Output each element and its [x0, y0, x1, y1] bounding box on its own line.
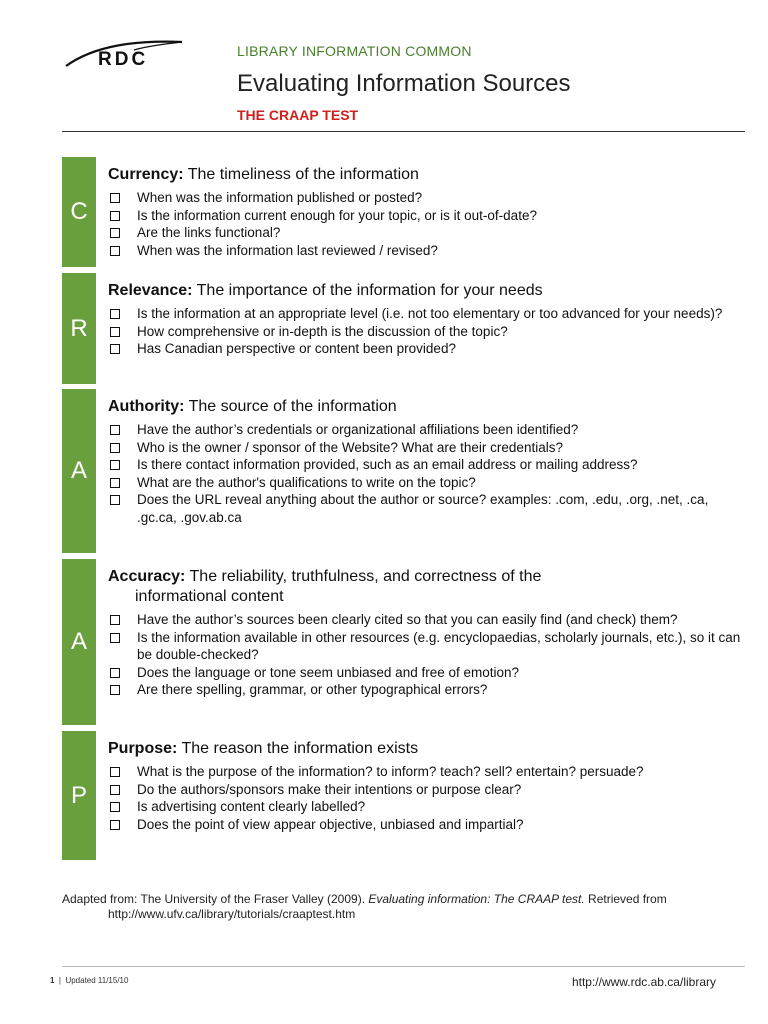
- checklist-item-text: Does the language or tone seem unbiased and free of emotion?: [137, 664, 520, 680]
- page-number: 1: [50, 976, 55, 985]
- checklist-item: [108, 456, 745, 474]
- checklist-item: [108, 611, 745, 629]
- checklist-item-text: Is the information available in other resources (e.g. encyclopaedias, scholarly journals, etc.), so it can be double-checked?: [137, 629, 741, 662]
- checkbox-icon: [110, 802, 120, 812]
- checklist-item: [108, 242, 745, 260]
- checklist-item-text: Are there spelling, grammar, or other typographical errors?: [137, 682, 488, 697]
- checkbox-icon: [110, 344, 120, 354]
- checkbox-icon: [110, 685, 120, 695]
- checkbox-icon: [110, 327, 120, 337]
- checklist-item-text: Has Canadian perspective or content been provided?: [137, 341, 456, 356]
- section-term: Currency:: [108, 166, 184, 183]
- checklist: [108, 763, 745, 833]
- section-letter: P: [62, 731, 96, 860]
- checklist-item: [108, 189, 745, 207]
- checklist-item-text: How comprehensive or in-depth is the discussion of the topic?: [137, 323, 508, 339]
- section-purpose: [62, 731, 745, 860]
- section-content: [108, 567, 745, 699]
- section-content: [108, 165, 745, 259]
- checkbox-icon: [110, 246, 120, 256]
- citation-url[interactable]: http://www.ufv.ca/library/tutorials/craaptest.htm: [108, 907, 356, 921]
- checklist-item-text: Is the information at an appropriate level (i.e. not too elementary or too advanced for your needs)?: [137, 306, 723, 321]
- checkbox-icon: [110, 228, 120, 238]
- updated-date: Updated 11/15/10: [65, 976, 129, 985]
- checklist-item-text: Does the point of view appear objective, unbiased and impartial?: [137, 816, 524, 832]
- section-description: The timeliness of the information: [187, 166, 419, 183]
- checklist: [108, 305, 745, 358]
- section-content: [108, 397, 745, 526]
- checklist-item: [108, 629, 745, 664]
- section-title: [108, 165, 745, 185]
- checklist-item: [108, 323, 745, 341]
- checklist-item: [108, 763, 745, 781]
- footer-separator: |: [58, 976, 61, 985]
- checklist-item-text: What is the purpose of the information? to inform? teach? sell? entertain? persuade?: [137, 764, 644, 779]
- section-letter: C: [62, 157, 96, 267]
- checklist: [108, 611, 745, 699]
- checklist-item: [108, 421, 745, 439]
- checkbox-icon: [110, 767, 120, 777]
- checkbox-icon: [110, 820, 120, 830]
- page-title: Evaluating Information Sources: [237, 70, 571, 97]
- checklist-item-text: Does the URL reveal anything about the author or source? examples: .com, .edu, .org, .net, .ca, .gc.ca, .gov.ab.ca: [137, 492, 709, 525]
- section-content: [108, 739, 745, 833]
- footer-url[interactable]: http://www.rdc.ab.ca/library: [571, 975, 716, 989]
- checklist-item: [108, 781, 745, 799]
- section-relevance: [62, 273, 745, 384]
- citation-suffix: Retrieved from: [584, 892, 667, 906]
- checklist-item-text: Is there contact information provided, such as an email address or mailing address?: [137, 457, 638, 472]
- checkbox-icon: [110, 211, 120, 221]
- checkbox-icon: [110, 668, 120, 678]
- section-description: The importance of the information for your needs: [196, 282, 543, 299]
- citation-prefix: Adapted from: The University of the Fraser Valley (2009).: [62, 892, 369, 906]
- section-term: Authority:: [108, 398, 185, 415]
- header-subtitle: LIBRARY INFORMATION COMMON: [237, 43, 472, 59]
- checklist-item: [108, 439, 745, 457]
- checklist-item-text: Have the author’s credentials or organizational affiliations been identified?: [137, 422, 579, 437]
- checkbox-icon: [110, 460, 120, 470]
- section-title: [108, 281, 745, 301]
- checkbox-icon: [110, 615, 120, 625]
- checklist-item-text: Do the authors/sponsors make their intentions or purpose clear?: [137, 781, 522, 797]
- checklist-item: [108, 474, 745, 492]
- checklist-item: [108, 681, 745, 699]
- logo-text: RDC: [98, 49, 149, 70]
- citation-title: Evaluating information: The CRAAP test.: [368, 892, 585, 906]
- checklist-item: [108, 207, 745, 225]
- checkbox-icon: [110, 309, 120, 319]
- checkbox-icon: [110, 425, 120, 435]
- checklist-item-text: When was the information published or posted?: [137, 190, 423, 205]
- checklist-item: [108, 816, 745, 834]
- page-footer: [50, 976, 128, 985]
- checklist-item-text: Have the author’s sources been clearly cited so that you can easily find (and check) them?: [137, 612, 678, 627]
- section-term: Relevance:: [108, 282, 193, 299]
- section-title: [108, 397, 745, 417]
- checklist-item-text: Are the links functional?: [137, 225, 281, 240]
- section-description: The reliability, truthfulness, and correctness of the: [189, 568, 542, 585]
- section-term: Accuracy:: [108, 568, 186, 585]
- checklist-item: [108, 491, 745, 526]
- checklist-item: [108, 305, 745, 323]
- checkbox-icon: [110, 443, 120, 453]
- section-title: [108, 567, 745, 607]
- checkbox-icon: [110, 193, 120, 203]
- section-currency: [62, 157, 745, 267]
- header-divider: [62, 131, 745, 132]
- checklist-item-text: Is advertising content clearly labelled?: [137, 799, 366, 814]
- section-letter: R: [62, 273, 96, 384]
- section-accuracy: [62, 559, 745, 725]
- section-title: [108, 739, 745, 759]
- checkbox-icon: [110, 478, 120, 488]
- checklist-item-text: What are the author's qualifications to write on the topic?: [137, 474, 476, 490]
- checklist-item: [108, 224, 745, 242]
- section-letter: A: [62, 559, 96, 725]
- section-description: The source of the information: [188, 398, 397, 415]
- section-letter: A: [62, 389, 96, 553]
- checklist-item-text: When was the information last reviewed / revised?: [137, 242, 438, 258]
- checklist-item-text: Who is the owner / sponsor of the Website? What are their credentials?: [137, 439, 563, 455]
- rdc-logo: [64, 38, 194, 72]
- checkbox-icon: [110, 495, 120, 505]
- checkbox-icon: [110, 633, 120, 643]
- footer-divider: [62, 966, 745, 967]
- citation: [62, 892, 722, 922]
- checkbox-icon: [110, 785, 120, 795]
- section-description-continued: informational content: [135, 588, 284, 605]
- checklist-item: [108, 664, 745, 682]
- checklist-item: [108, 798, 745, 816]
- section-term: Purpose:: [108, 740, 178, 757]
- checklist-item-text: Is the information current enough for your topic, or is it out-of-date?: [137, 207, 537, 223]
- checklist: [108, 421, 745, 526]
- test-name: THE CRAAP TEST: [237, 107, 359, 123]
- section-content: [108, 281, 745, 358]
- section-authority: [62, 389, 745, 553]
- checklist-item: [108, 340, 745, 358]
- section-description: The reason the information exists: [181, 740, 419, 757]
- checklist: [108, 189, 745, 259]
